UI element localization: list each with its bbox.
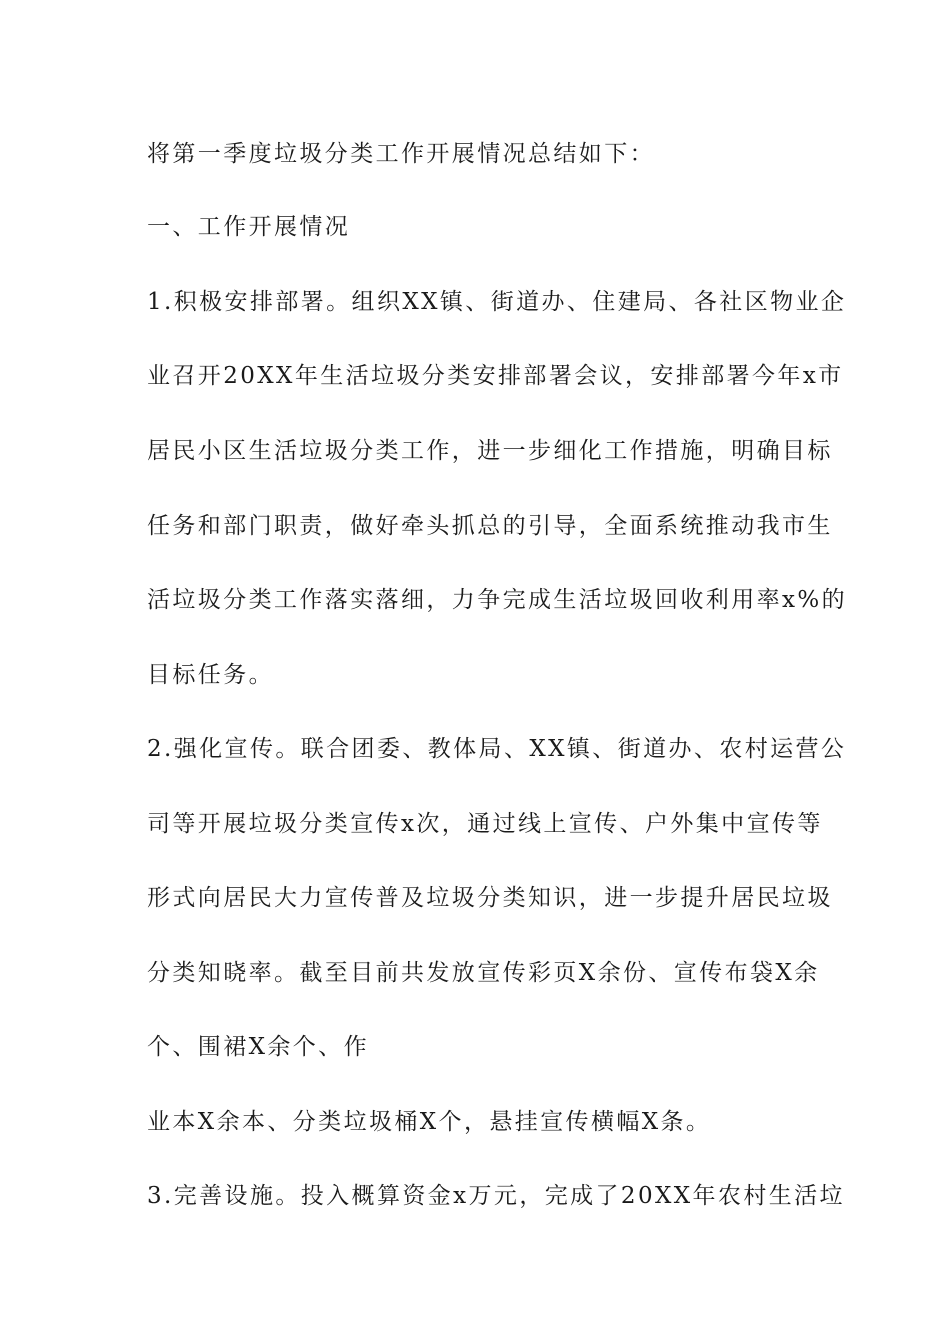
text-line: 2.强化宣传。联合团委、教体局、XX镇、街道办、农村运营公 <box>147 736 847 762</box>
text-line: 1.积极安排部署。组织XX镇、街道办、住建局、各社区物业企 <box>147 289 847 315</box>
text-line: 业本X余本、分类垃圾桶X个，悬挂宣传横幅X条。 <box>147 1109 712 1135</box>
text-line: 居民小区生活垃圾分类工作，进一步细化工作措施，明确目标 <box>147 438 833 464</box>
text-line: 司等开展垃圾分类宣传x次，通过线上宣传、户外集中宣传等 <box>147 811 823 837</box>
text-line: 目标任务。 <box>147 662 274 688</box>
text-line: 个、围裙X余个、作 <box>147 1034 369 1060</box>
text-line: 3.完善设施。投入概算资金x万元，完成了20XX年农村生活垃 <box>147 1183 845 1209</box>
text-line: 活垃圾分类工作落实落细，力争完成生活垃圾回收利用率x%的 <box>147 587 848 613</box>
text-line: 分类知晓率。截至目前共发放宣传彩页X余份、宣传布袋X余 <box>147 960 820 986</box>
text-line: 将第一季度垃圾分类工作开展情况总结如下： <box>147 141 655 167</box>
text-line: 业召开20XX年生活垃圾分类安排部署会议，安排部署今年x市 <box>147 363 844 389</box>
section-heading: 一、工作开展情况 <box>147 214 351 240</box>
text-line: 形式向居民大力宣传普及垃圾分类知识，进一步提升居民垃圾 <box>147 885 833 911</box>
text-line: 任务和部门职责，做好牵头抓总的引导，全面系统推动我市生 <box>147 513 833 539</box>
